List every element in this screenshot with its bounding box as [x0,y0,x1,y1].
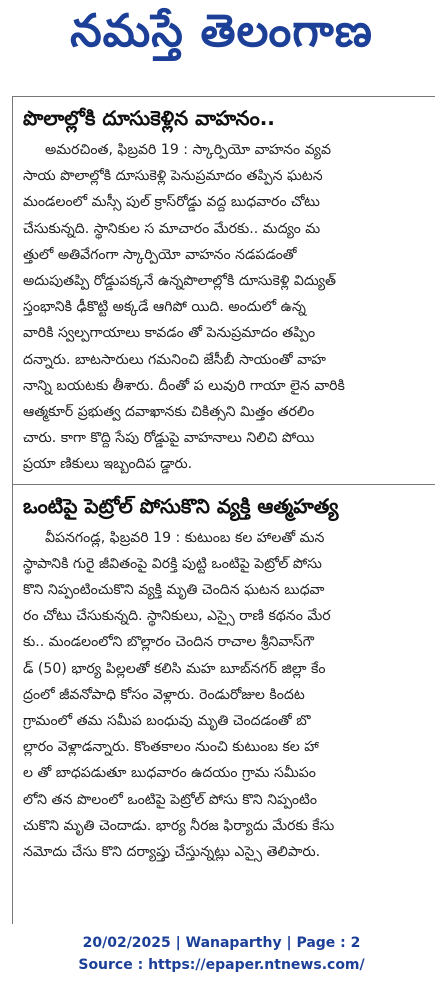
article-headline: ఒంటిపై పెట్రోల్ పోసుకొని వ్యక్తి ఆత్మహత్య [23,493,339,518]
edition-info: 20/02/2025 | Wanaparthy | Page : 2 [82,935,361,951]
body-line: రం చోటు చేసుకున్నది. స్థానికులు, ఎస్సై రాణి కథనం మేర [23,608,331,625]
body-line: నమోదు చేసు కొని దర్యాప్తు చేస్తున్నట్లు ఎస్సై తెలిపారు. [23,844,321,861]
clipping-footer [0,932,443,976]
body-line: స్థాపానికి గురై జీవితంపై విరక్తి పుట్టి ఒంటిపై పెట్రోల్ పోసు [23,555,322,572]
article-petrol-suicide [13,484,435,866]
body-line: చుకొని మృతి చెందాడు. భార్య నీరజ ఫిర్యాదు మేరకు కేసు [23,817,335,834]
body-line: అదుపుతప్పి రోడ్డుపక్కనే ఉన్నపొలాల్లోకి దూసుకెళ్లి విద్యుత్ [23,273,336,290]
clipping-frame [12,96,435,924]
article-body [13,525,435,866]
masthead-title: నమస్తే తెలంగాణ [70,4,373,57]
body-line: డ్ (50) భార్య పిల్లలతో కలిసి మహ బూబ్‌నగర్ జిల్లా కేం [23,660,326,677]
body-line: ద్రంలో జీవనోపాధి కోసం వెళ్లారు. రెండురోజుల కిందట [23,686,305,703]
body-line: దన్నారు. బాటసారులు గమనించి జేసీబీ సాయంతో వాహ [23,351,326,368]
body-line: కొని నిప్పంటించుకొని వ్యక్తి మృతి చెందిన ఘటన బుధవా [23,582,325,599]
source-link[interactable]: Source : https://epaper.ntnews.com/ [78,957,365,973]
body-line: ల్లారం వెళ్లాడన్నారు. కొంతకాలం నుంచి కుటుంబ కల హా [23,739,319,756]
body-line: చారు. కాగా కొద్ది సేపు రోడ్డుపై వాహనాలు నిలిచి పోయి [23,430,315,447]
body-line: లోని తన పొలంలో ఒంటిపై పెట్రోల్ పోసు కొని నిప్పంటిం [23,791,317,808]
body-line: ల తో బాధపడుతూ బుధవారం ఉదయం గ్రామ సమీపం [23,765,316,782]
article-body [13,137,435,478]
body-line: సాయ పొలాల్లోకి దూసుకెళ్లి పెనుప్రమాదం తప్పిన ఘటన [23,168,323,185]
body-line: వారికి స్వల్పగాయాలు కావడం తో పెనుప్రమాదం తప్పిం [23,325,316,342]
body-line: కు.. మండలంలోని బొల్లారం చెందిన రాచాల శ్రీనివాస్‌గౌ [23,634,315,651]
body-line: ప్రయా ణికులు ఇబ్బందిప డ్డారు. [23,456,193,473]
body-line: వీపనగండ్ల, ఫిబ్రవరి 19 : కుటుంబ కల హాలతో మన [45,529,325,546]
article-vehicle-into-fields [13,97,435,478]
body-line: మండలంలో మస్సీ పుల్ క్రాస్‌రోడ్డు వద్ద బుధవారం చోటు [23,194,320,211]
body-line: గ్రామంలో తమ సమీప బంధువు మృతి చెందడంతో బొ [23,713,311,730]
body-line: చేసుకున్నది. స్థానికుల స మాచారం మేరకు.. మద్యం మ [23,220,321,237]
body-line: అమరచింత, ఫిబ్రవరి 19 : స్కార్పియో వాహనం వ్యవ [45,142,331,158]
body-line: ఆత్మకూర్ ప్రభుత్వ దవాఖానకు చికిత్సని మిత్తం తరలిం [23,404,315,421]
body-line: స్తంభానికి ఢీకొట్టి అక్కడే ఆగిపో యిది. అందులో ఉన్న [23,299,306,316]
body-line: నాన్ని బయటకు తీశారు. దీంతో ప లువురి గాయా లైన వారికి [23,377,345,394]
article-headline: పొలాల్లోకి దూసుకెళ్లిన వాహనం.. [23,106,275,130]
body-line: త్తులో అతివేగంగా స్కార్పియో వాహనం నడపడంతో [23,246,297,263]
newspaper-masthead [0,0,443,72]
